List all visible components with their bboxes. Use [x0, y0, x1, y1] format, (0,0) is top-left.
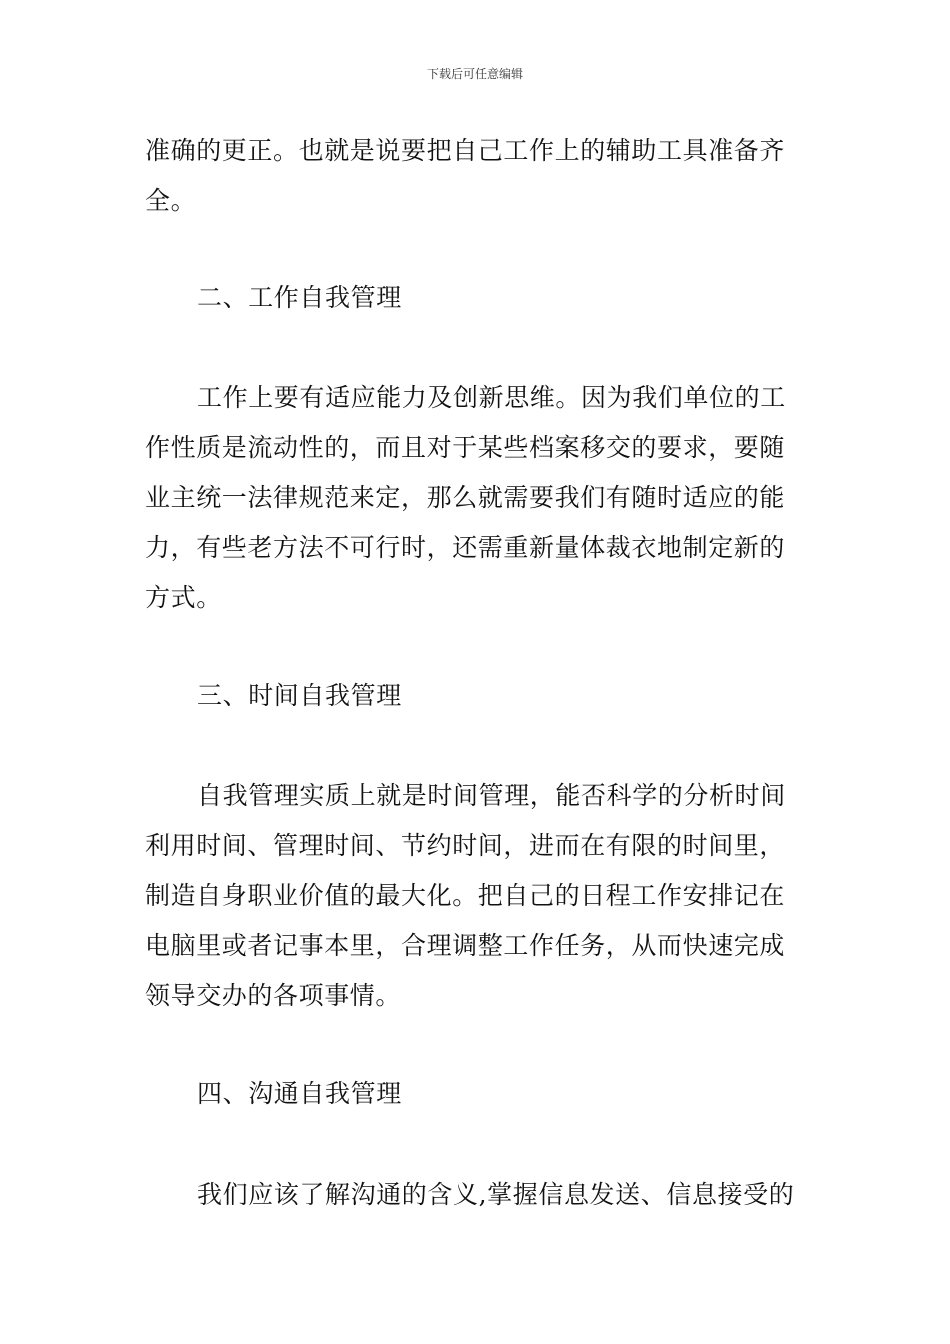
- section-heading: 三、时间自我管理: [197, 681, 402, 710]
- page-header-caption: 下载后可任意编辑: [426, 67, 523, 81]
- paragraph-line: 力，有些老方法不可行时，还需重新量体裁衣地制定新的: [145, 533, 786, 562]
- paragraph-line: 自我管理实质上就是时间管理，能否科学的分析时间: [197, 781, 786, 810]
- paragraph-continuation: [145, 126, 809, 226]
- paragraph-line: 电脑里或者记事本里，合理调整工作任务，从而快速完成: [145, 931, 786, 960]
- section-heading-communication: [145, 1069, 809, 1119]
- paragraph-line: 工作上要有适应能力及创新思维。因为我们单位的工: [197, 383, 786, 412]
- paragraph-work-management: [145, 373, 809, 623]
- paragraph-line: 全。: [145, 186, 197, 215]
- paragraph-line: 制造自身职业价值的最大化。把自己的日程工作安排记在: [145, 881, 786, 910]
- section-heading-work: [145, 273, 809, 323]
- paragraph-line: 利用时间、管理时间、节约时间，进而在有限的时间里，: [145, 831, 786, 860]
- paragraph-time-management: [145, 771, 809, 1021]
- paragraph-line: 领导交办的各项事情。: [145, 981, 402, 1010]
- section-heading-time: [145, 671, 809, 721]
- paragraph-communication-management: [145, 1170, 809, 1220]
- paragraph-line: 方式。: [145, 583, 222, 612]
- paragraph-line: 作性质是流动性的，而且对于某些档案移交的要求，要随: [145, 433, 786, 462]
- section-heading: 二、工作自我管理: [197, 283, 402, 312]
- paragraph-line: 业主统一法律规范来定，那么就需要我们有随时适应的能: [145, 483, 786, 512]
- paragraph-line: 我们应该了解沟通的含义,掌握信息发送、信息接受的: [197, 1180, 795, 1209]
- paragraph-line: 准确的更正。也就是说要把自己工作上的辅助工具准备齐: [145, 136, 786, 165]
- section-heading: 四、沟通自我管理: [197, 1079, 402, 1108]
